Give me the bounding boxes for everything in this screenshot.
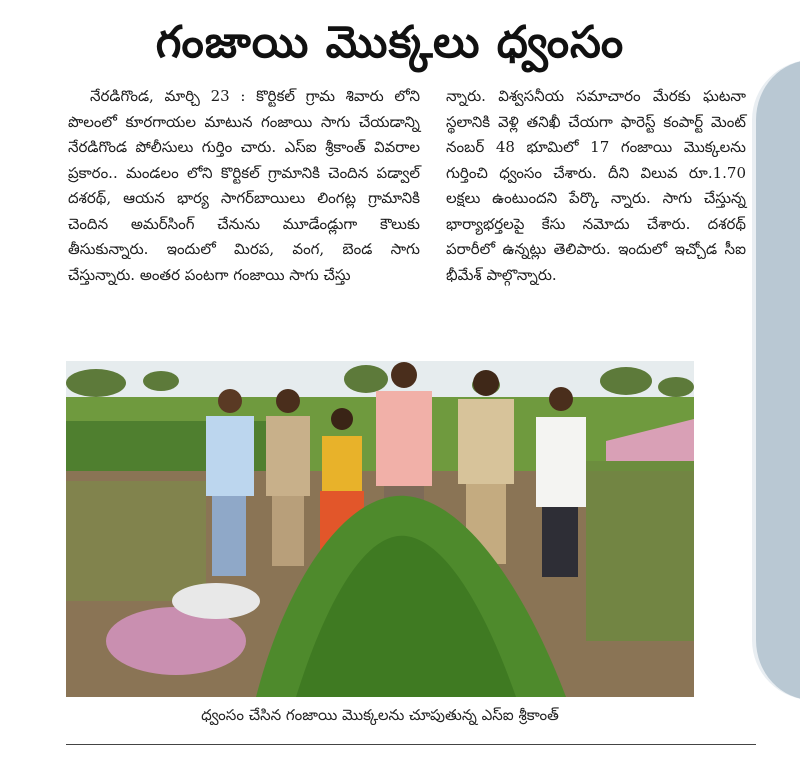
photo-caption: ధ్వంసం చేసిన గంజాయి మొక్కలను చూపుతున్న ఎస్ఐ శ్రీకాంత్ bbox=[201, 706, 559, 724]
headline: గంజాయి మొక్కలు ధ్వంసం bbox=[155, 17, 625, 68]
news-photo bbox=[66, 361, 694, 697]
side-decoration bbox=[752, 60, 800, 700]
article-column-right: న్నారు. విశ్వసనీయ సమాచారం మేరకు ఘటనా స్థలానికి వెళ్లి తనిఖీ చేయగా ఫారెస్ట్ కంపార్ట్ మెంట్ నంబర్ 48 భూమిలో 17 గంజాయి మొక్కలను గుర్తించి ధ్వంసం చేశారు. దీని విలువ రూ.1.70 లక్షలు ఉంటుందని పేర్కొ న్నారు. సాగు చేస్తున్న భార్యాభర్తలపై కేసు నమోదు చేశారు. దశరథ్ పరారీలో ఉన్నట్లు తెలిపారు. ఇందులో ఇచ్చోడ సీఐ భీమేశ్ పాల్గొన్నారు. bbox=[446, 87, 746, 284]
bottom-divider bbox=[66, 744, 756, 745]
article-column-left: నేరడిగొండ, మార్చి 23 : కొర్టికల్ గ్రామ శివారు లోని పొలంలో కూరగాయల మాటున గంజాయి సాగు చేయడాన్ని నేరడిగొండ పోలీసులు గుర్తిం చారు. ఎస్ఐ శ్రీకాంత్ వివరాల ప్రకారం.. మండలం లోని కొర్టికల్ గ్రామానికి చెందిన పడ్వాల్ దశరథ్, ఆయన భార్య సాగర్‌బాయిలు లింగట్ల గ్రామానికి చెందిన అమర్‌సింగ్ చేనును మూడేండ్లుగా కౌలుకు తీసుకున్నారు. ఇందులో మిరప, వంగ, బెండ సాగు చేస్తున్నారు. అంతర పంటగా గంజాయి సాగు చేస్తు bbox=[68, 87, 420, 284]
